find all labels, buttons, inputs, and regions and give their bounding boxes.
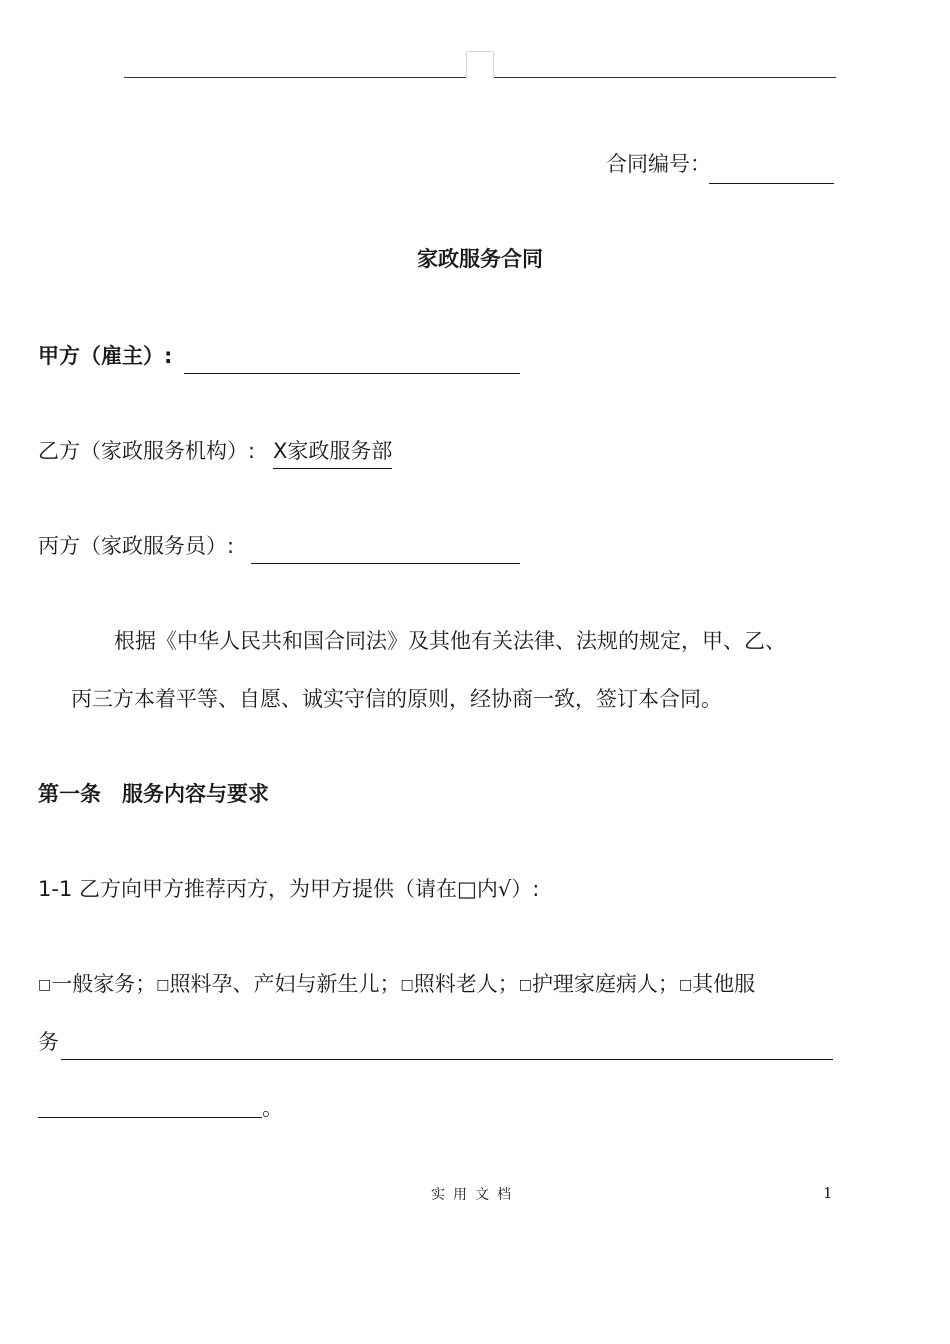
options-continued: 务: [38, 1030, 59, 1054]
footer-label: 实用文档: [431, 1187, 519, 1203]
party-b-label: 乙方（家政服务机构）:: [38, 439, 256, 463]
clause-1-1: 1-1 乙方向甲方推荐丙方，为甲方提供（请在□内√）:: [38, 877, 540, 901]
option-patient-care[interactable]: □护理家庭病人；: [519, 972, 679, 996]
contract-number-field[interactable]: [709, 183, 834, 184]
option-other-service[interactable]: □其他服: [679, 972, 755, 996]
option-maternity-newborn-care[interactable]: □照料孕、产妇与新生儿；: [156, 972, 400, 996]
option-general-housework[interactable]: □一般家务；: [38, 972, 156, 996]
party-c-field[interactable]: [251, 563, 520, 564]
header-box: [466, 51, 494, 78]
contract-number-label: 合同编号：: [606, 152, 711, 176]
checkbox-icon[interactable]: □: [38, 977, 52, 993]
party-b-value: X家政服务部: [273, 437, 392, 469]
document-title: 家政服务合同: [417, 247, 543, 271]
article-1-heading: 第一条 服务内容与要求: [38, 782, 269, 806]
other-service-field-continued[interactable]: [38, 1117, 262, 1118]
preamble-line-2: 丙三方本着平等、自愿、诚实守信的原则，经协商一致，签订本合同。: [71, 687, 722, 711]
other-service-field[interactable]: [61, 1059, 833, 1060]
checkbox-icon[interactable]: □: [518, 977, 532, 993]
checkbox-icon[interactable]: □: [400, 977, 414, 993]
party-a-field[interactable]: [184, 373, 520, 374]
page-number: 1: [823, 1184, 833, 1202]
checkbox-icon[interactable]: □: [156, 977, 170, 993]
option-elderly-care[interactable]: □照料老人；: [400, 972, 518, 996]
ending-mark: 。: [262, 1096, 283, 1120]
checkbox-icon[interactable]: □: [678, 977, 693, 993]
party-a-label: 甲方（雇主）:: [38, 344, 173, 368]
service-options: [38, 970, 755, 999]
preamble-line-1: 根据《中华人民共和国合同法》及其他有关法律、法规的规定，甲、乙、: [114, 629, 786, 653]
party-c-label: 丙方（家政服务员）:: [38, 534, 235, 558]
